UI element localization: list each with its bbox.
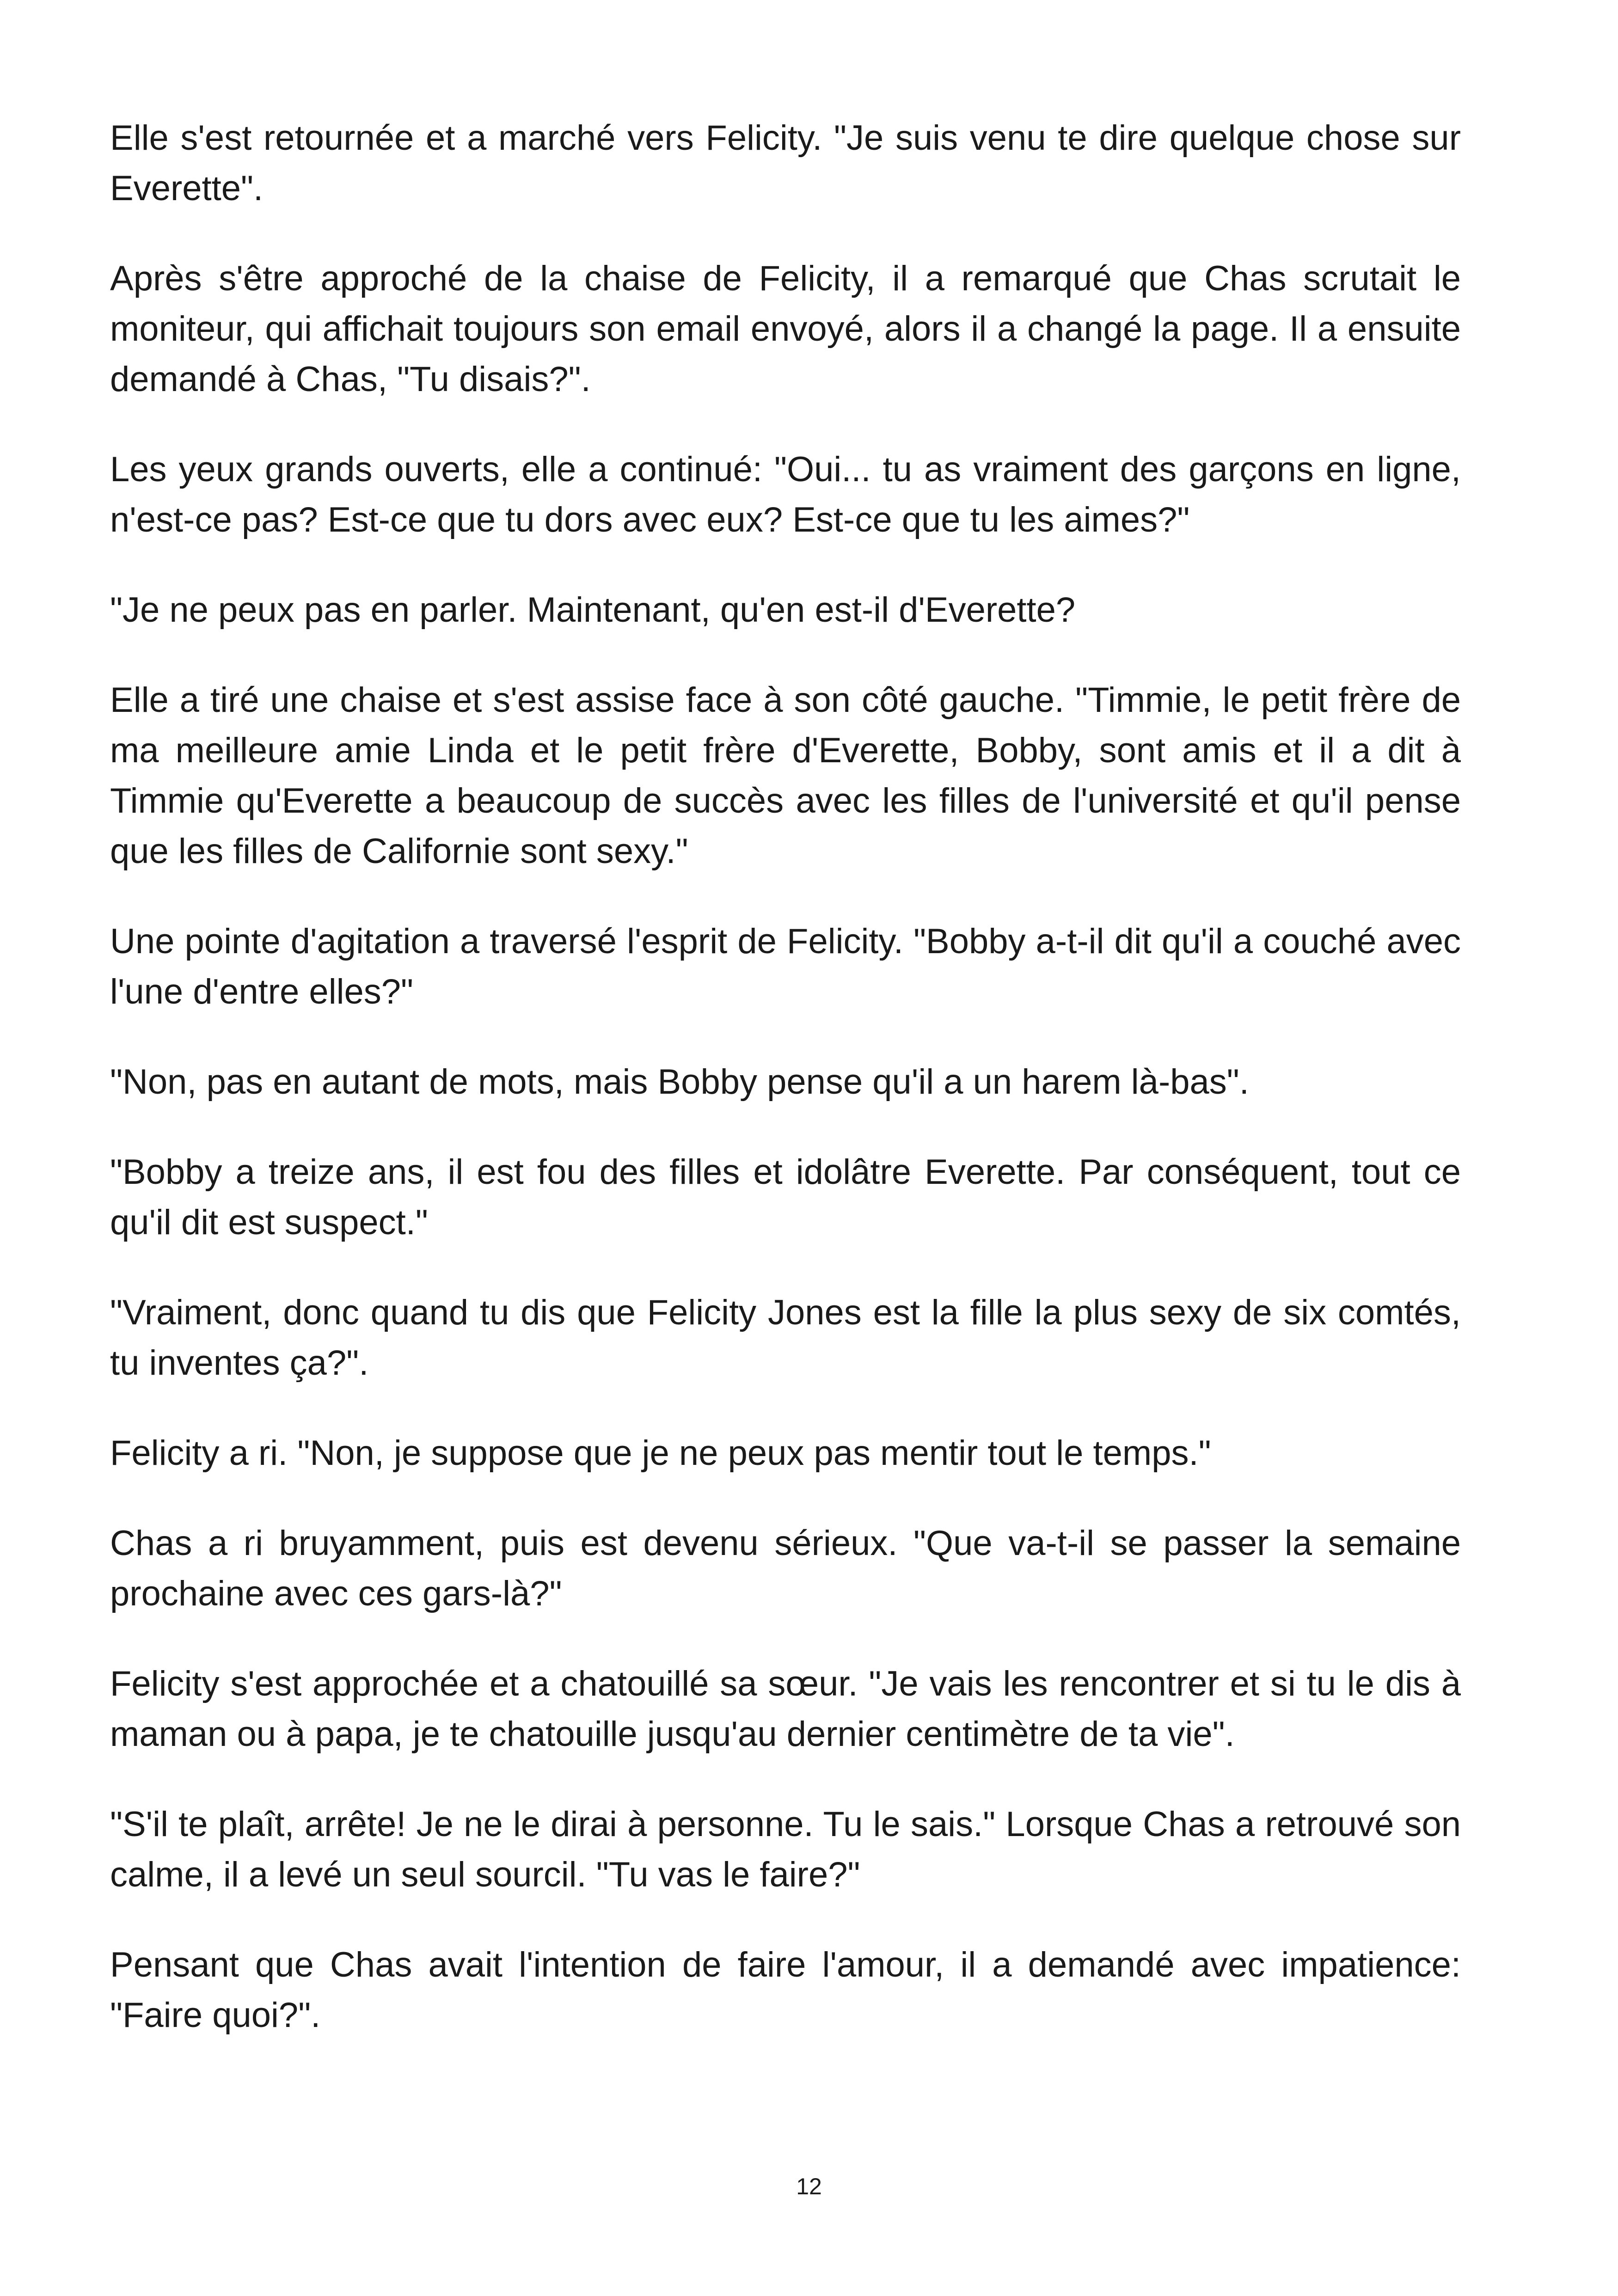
- paragraph: Pensant que Chas avait l'intention de faire l'amour, il a demandé avec impatience: "Faire quoi?".: [110, 1945, 1461, 2035]
- paragraph: Felicity s'est approchée et a chatouillé sa sœur. "Je vais les rencontrer et si tu le dis à maman ou à papa, je te chatouille jusqu'au dernier centimètre de ta vie".: [110, 1664, 1461, 1754]
- paragraph: "Vraiment, donc quand tu dis que Felicity Jones est la fille la plus sexy de six comtés, tu inventes ça?".: [110, 1293, 1461, 1383]
- paragraph: Elle s'est retournée et a marché vers Felicity. "Je suis venu te dire quelque chose sur Everette".: [110, 118, 1461, 208]
- paragraph: Elle a tiré une chaise et s'est assise face à son côté gauche. "Timmie, le petit frère de ma meilleure amie Linda et le petit frère d'Everette, Bobby, sont amis et il a dit à Timmie qu'Everette a beaucoup de succès avec les filles de l'université et qu'il pense que les filles de Californie sont sexy.": [110, 680, 1461, 871]
- paragraph: "Non, pas en autant de mots, mais Bobby pense qu'il a un harem là-bas".: [110, 1062, 1249, 1102]
- paragraph: Chas a ri bruyamment, puis est devenu sérieux. "Que va-t-il se passer la semaine prochaine avec ces gars-là?": [110, 1524, 1461, 1613]
- page-number: 12: [796, 2174, 822, 2199]
- paragraph: "Bobby a treize ans, il est fou des filles et idolâtre Everette. Par conséquent, tout ce qu'il dit est suspect.": [110, 1152, 1461, 1242]
- paragraph: Les yeux grands ouverts, elle a continué: "Oui... tu as vraiment des garçons en ligne, n'est-ce pas? Est-ce que tu dors avec eux? Est-ce que tu les aimes?": [110, 450, 1461, 539]
- paragraph: Après s'être approché de la chaise de Felicity, il a remarqué que Chas scrutait le moniteur, qui affichait toujours son email envoyé, alors il a changé la page. Il a ensuite demandé à Chas, "Tu disais?".: [110, 259, 1461, 399]
- paragraph: "S'il te plaît, arrête! Je ne le dirai à personne. Tu le sais." Lorsque Chas a retrouvé son calme, il a levé un seul sourcil. "Tu vas le faire?": [110, 1805, 1461, 1894]
- text-body: [110, 113, 1461, 2080]
- paragraph: Une pointe d'agitation a traversé l'esprit de Felicity. "Bobby a-t-il dit qu'il a couché avec l'une d'entre elles?": [110, 922, 1461, 1011]
- paragraph: "Je ne peux pas en parler. Maintenant, qu'en est-il d'Everette?: [110, 590, 1076, 630]
- paragraph: Felicity a ri. "Non, je suppose que je ne peux pas mentir tout le temps.": [110, 1433, 1211, 1473]
